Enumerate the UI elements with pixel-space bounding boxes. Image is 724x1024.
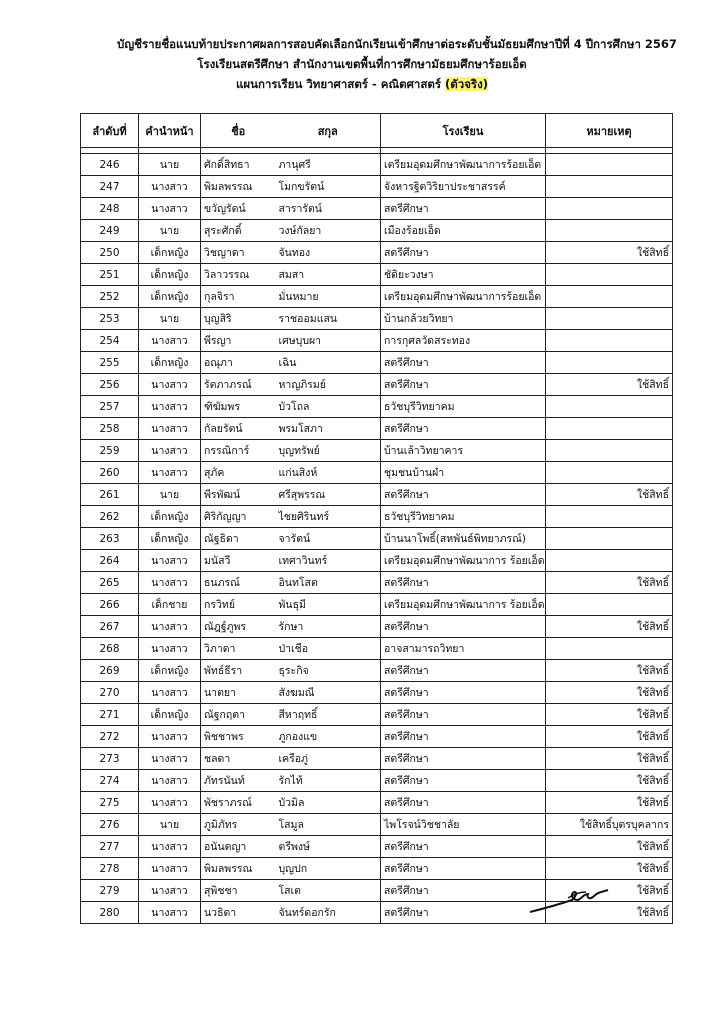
table-row <box>81 704 673 726</box>
cell-name: พีรญา <box>201 330 276 352</box>
cell-no: 257 <box>81 396 139 418</box>
cell-note: ใช้สิทธิ์ <box>546 682 673 704</box>
cell-surname: ราชออมแสน <box>276 308 381 330</box>
cell-surname: สมสา <box>276 264 381 286</box>
table-row <box>81 836 673 858</box>
cell-prefix: นางสาว <box>139 176 201 198</box>
cell-surname: บัวโถล <box>276 396 381 418</box>
table-row <box>81 550 673 572</box>
cell-name: สุภัค <box>201 462 276 484</box>
cell-note: ใช้สิทธิ์ <box>546 374 673 396</box>
cell-name: ธนภรณ์ <box>201 572 276 594</box>
cell-no: 255 <box>81 352 139 374</box>
cell-surname: เฉิน <box>276 352 381 374</box>
cell-name: วิชญาดา <box>201 242 276 264</box>
header-program-text: แผนการเรียน วิทยาศาสตร์ - คณิตศาสตร์ <box>236 77 446 91</box>
cell-note <box>546 506 673 528</box>
cell-school: ไพโรจน์วิชชาลัย <box>381 814 546 836</box>
cell-surname: ศรีสุพรรณ <box>276 484 381 506</box>
cell-no: 269 <box>81 660 139 682</box>
cell-no: 272 <box>81 726 139 748</box>
cell-school: เตรียมอุดมศึกษาพัฒนาการ ร้อยเอ็ด <box>381 550 546 572</box>
table-row <box>81 220 673 242</box>
cell-note <box>546 418 673 440</box>
cell-school: ธวัชบุรีวิทยาคม <box>381 506 546 528</box>
cell-note <box>546 638 673 660</box>
cell-no: 279 <box>81 880 139 902</box>
cell-note <box>546 176 673 198</box>
cell-school: บ้านเล้าวิทยาคาร <box>381 440 546 462</box>
cell-no: 254 <box>81 330 139 352</box>
col-header-note: หมายเหตุ <box>546 114 673 148</box>
cell-prefix: นางสาว <box>139 682 201 704</box>
table-row <box>81 264 673 286</box>
cell-no: 261 <box>81 484 139 506</box>
table-row <box>81 748 673 770</box>
cell-surname: สารารัตน์ <box>276 198 381 220</box>
table-row <box>81 396 673 418</box>
cell-name: ศิริกัญญา <box>201 506 276 528</box>
cell-prefix: นางสาว <box>139 198 201 220</box>
cell-note <box>546 308 673 330</box>
cell-no: 266 <box>81 594 139 616</box>
cell-no: 256 <box>81 374 139 396</box>
cell-school: สตรีศึกษา <box>381 726 546 748</box>
cell-prefix: นางสาว <box>139 440 201 462</box>
table-row <box>81 726 673 748</box>
cell-note: ใช้สิทธิ์ <box>546 484 673 506</box>
cell-note: ใช้สิทธิ์ <box>546 572 673 594</box>
table-row <box>81 198 673 220</box>
cell-prefix: เด็กหญิง <box>139 506 201 528</box>
cell-name: ฑิฆัมพร <box>201 396 276 418</box>
cell-name: อนันตญา <box>201 836 276 858</box>
cell-surname: โสเต <box>276 880 381 902</box>
cell-school: สตรีศึกษา <box>381 682 546 704</box>
cell-no: 263 <box>81 528 139 550</box>
cell-note: ใช้สิทธิ์ <box>546 748 673 770</box>
cell-note: ใช้สิทธิ์ <box>546 616 673 638</box>
cell-surname: มั่นหมาย <box>276 286 381 308</box>
cell-prefix: เด็กชาย <box>139 594 201 616</box>
cell-note: ใช้สิทธิ์ <box>546 836 673 858</box>
cell-school: สตรีศึกษา <box>381 198 546 220</box>
cell-school: จังหารฐิตวิริยาประชาสรรค์ <box>381 176 546 198</box>
header-highlight: (ตัวจริง) <box>445 77 488 91</box>
table-row <box>81 506 673 528</box>
cell-name: มนัสวี <box>201 550 276 572</box>
cell-no: 275 <box>81 792 139 814</box>
cell-note: ใช้สิทธิ์ <box>546 858 673 880</box>
cell-school: สตรีศึกษา <box>381 484 546 506</box>
cell-school: เมืองร้อยเอ็ด <box>381 220 546 242</box>
header-title: บัญชีรายชื่อแนบท้ายประกาศผลการสอบคัดเลือกนักเรียนเข้าศึกษาต่อระดับชั้นมัธยมศึกษาปีที่ 4 ปีการศึกษา 2567 <box>117 37 677 51</box>
cell-prefix: นางสาว <box>139 330 201 352</box>
cell-note: ใช้สิทธิ์ <box>546 242 673 264</box>
cell-name: กรรณิการ์ <box>201 440 276 462</box>
cell-name: กุลจิรา <box>201 286 276 308</box>
cell-name: พีรพัฒน์ <box>201 484 276 506</box>
cell-name: ภูมิภัทร <box>201 814 276 836</box>
cell-note: ใช้สิทธิ์ <box>546 770 673 792</box>
cell-school: บ้านกล้วยวิทยา <box>381 308 546 330</box>
table-row <box>81 770 673 792</box>
cell-name: ณัฐกฤตา <box>201 704 276 726</box>
cell-name: พิชชาพร <box>201 726 276 748</box>
col-header-name: ชื่อ <box>201 114 276 148</box>
cell-name: ณัฐธิดา <box>201 528 276 550</box>
cell-school: สตรีศึกษา <box>381 748 546 770</box>
cell-name: พัทธ์ธีรา <box>201 660 276 682</box>
cell-surname: วงษ์กัลยา <box>276 220 381 242</box>
table-row <box>81 462 673 484</box>
table-row <box>81 572 673 594</box>
cell-prefix: นางสาว <box>139 418 201 440</box>
cell-note <box>546 220 673 242</box>
cell-prefix: นางสาว <box>139 396 201 418</box>
cell-prefix: นางสาว <box>139 902 201 924</box>
cell-note: ใช้สิทธิ์ <box>546 792 673 814</box>
cell-no: 262 <box>81 506 139 528</box>
cell-no: 253 <box>81 308 139 330</box>
cell-surname: จารัตน์ <box>276 528 381 550</box>
cell-no: 276 <box>81 814 139 836</box>
table-row <box>81 352 673 374</box>
cell-note <box>546 396 673 418</box>
cell-surname: บุญทรัพย์ <box>276 440 381 462</box>
cell-no: 250 <box>81 242 139 264</box>
cell-prefix: นาย <box>139 154 201 176</box>
cell-no: 259 <box>81 440 139 462</box>
cell-prefix: เด็กหญิง <box>139 660 201 682</box>
cell-no: 271 <box>81 704 139 726</box>
cell-prefix: นางสาว <box>139 462 201 484</box>
cell-note <box>546 198 673 220</box>
cell-prefix: เด็กหญิง <box>139 528 201 550</box>
cell-no: 265 <box>81 572 139 594</box>
cell-prefix: นางสาว <box>139 770 201 792</box>
cell-no: 264 <box>81 550 139 572</box>
cell-surname: ภูกองแข <box>276 726 381 748</box>
cell-surname: ป่าเชือ <box>276 638 381 660</box>
cell-name: นาตยา <box>201 682 276 704</box>
cell-school: เตรียมอุดมศึกษาพัฒนาการร้อยเอ็ด <box>381 286 546 308</box>
cell-name: ณัฎฐ์ภูพร <box>201 616 276 638</box>
cell-note <box>546 154 673 176</box>
cell-note <box>546 528 673 550</box>
cell-surname: สังฆมณี <box>276 682 381 704</box>
cell-name: ขวัญรัตน์ <box>201 198 276 220</box>
cell-school: บ้านนาโพธิ์(สหพันธ์พิทยาภรณ์) <box>381 528 546 550</box>
cell-note <box>546 550 673 572</box>
cell-note: ใช้สิทธิ์ <box>546 902 673 924</box>
cell-surname: จันทร์ดอกรัก <box>276 902 381 924</box>
table-row <box>81 374 673 396</box>
table-body <box>81 148 673 924</box>
cell-name: ภัทรนันท์ <box>201 770 276 792</box>
cell-surname: ธุระกิจ <box>276 660 381 682</box>
cell-no: 280 <box>81 902 139 924</box>
cell-school: การกุศลวัดสระทอง <box>381 330 546 352</box>
cell-prefix: นาย <box>139 484 201 506</box>
cell-note: ใช้สิทธิ์ <box>546 880 673 902</box>
cell-surname: สีหาฤทธิ์ <box>276 704 381 726</box>
cell-prefix: นางสาว <box>139 374 201 396</box>
cell-surname: หาญภิรมย์ <box>276 374 381 396</box>
cell-name: สุระศักดิ์ <box>201 220 276 242</box>
cell-prefix: เด็กหญิง <box>139 352 201 374</box>
cell-school: สตรีศึกษา <box>381 902 546 924</box>
cell-surname: ภานุศรี <box>276 154 381 176</box>
cell-note <box>546 352 673 374</box>
cell-surname: จันทอง <box>276 242 381 264</box>
cell-prefix: นางสาว <box>139 616 201 638</box>
cell-name: วิภาดา <box>201 638 276 660</box>
cell-name: พัชราภรณ์ <box>201 792 276 814</box>
cell-note <box>546 440 673 462</box>
cell-no: 274 <box>81 770 139 792</box>
cell-name: ศักดิ์สิทธา <box>201 154 276 176</box>
cell-note: ใช้สิทธิ์ <box>546 704 673 726</box>
cell-no: 277 <box>81 836 139 858</box>
table-row <box>81 616 673 638</box>
table-row <box>81 330 673 352</box>
cell-no: 267 <box>81 616 139 638</box>
cell-surname: รักษา <box>276 616 381 638</box>
cell-school: เตรียมอุดมศึกษาพัฒนาการ ร้อยเอ็ด <box>381 594 546 616</box>
cell-surname: เศษบุบผา <box>276 330 381 352</box>
cell-school: สตรีศึกษา <box>381 616 546 638</box>
cell-note <box>546 264 673 286</box>
cell-prefix: เด็กหญิง <box>139 286 201 308</box>
table-header-row <box>81 114 673 148</box>
cell-surname: ไชยศิรินทร์ <box>276 506 381 528</box>
cell-name: กัลยรัตน์ <box>201 418 276 440</box>
cell-prefix: นางสาว <box>139 748 201 770</box>
signature-icon <box>528 878 614 918</box>
cell-surname: พันธุมี <box>276 594 381 616</box>
cell-no: 252 <box>81 286 139 308</box>
cell-school: สตรีศึกษา <box>381 704 546 726</box>
cell-school: ชัดิยะวงษา <box>381 264 546 286</box>
cell-no: 268 <box>81 638 139 660</box>
cell-note <box>546 462 673 484</box>
cell-prefix: เด็กหญิง <box>139 264 201 286</box>
cell-school: เตรียมอุดมศึกษาพัฒนาการร้อยเอ็ด <box>381 154 546 176</box>
cell-prefix: นางสาว <box>139 638 201 660</box>
col-header-prefix: คำนำหน้า <box>139 114 201 148</box>
cell-prefix: นางสาว <box>139 880 201 902</box>
header-school: โรงเรียนสตรีศึกษา สำนักงานเขตพื้นที่การศึกษามัธยมศึกษาร้อยเอ็ด <box>197 57 527 71</box>
cell-note <box>546 286 673 308</box>
cell-surname: รักไท้ <box>276 770 381 792</box>
table-row <box>81 308 673 330</box>
cell-prefix: เด็กหญิง <box>139 704 201 726</box>
cell-prefix: นางสาว <box>139 836 201 858</box>
cell-note <box>546 594 673 616</box>
cell-school: ธวัชบุรีวิทยาคม <box>381 396 546 418</box>
table-row <box>81 858 673 880</box>
cell-name: กรวิทย์ <box>201 594 276 616</box>
cell-name: อณุภา <box>201 352 276 374</box>
cell-no: 270 <box>81 682 139 704</box>
cell-prefix: นาย <box>139 814 201 836</box>
cell-school: สตรีศึกษา <box>381 660 546 682</box>
cell-surname: บุญปก <box>276 858 381 880</box>
cell-surname: บัวมิล <box>276 792 381 814</box>
cell-surname: เครือภู่ <box>276 748 381 770</box>
cell-no: 249 <box>81 220 139 242</box>
cell-school: สตรีศึกษา <box>381 792 546 814</box>
cell-note: ใช้สิทธิ์ <box>546 660 673 682</box>
cell-school: สตรีศึกษา <box>381 880 546 902</box>
header-program <box>0 74 724 94</box>
cell-name: รัตภาภรณ์ <box>201 374 276 396</box>
cell-no: 246 <box>81 154 139 176</box>
cell-prefix: เด็กหญิง <box>139 242 201 264</box>
table-row <box>81 242 673 264</box>
cell-no: 247 <box>81 176 139 198</box>
cell-school: อาจสามารถวิทยา <box>381 638 546 660</box>
cell-school: สตรีศึกษา <box>381 374 546 396</box>
cell-name: สุพิชชา <box>201 880 276 902</box>
table-row <box>81 638 673 660</box>
document-header <box>0 34 724 94</box>
cell-note <box>546 330 673 352</box>
cell-no: 278 <box>81 858 139 880</box>
cell-surname: พรมโสภา <box>276 418 381 440</box>
table-row <box>81 660 673 682</box>
table-row <box>81 286 673 308</box>
table-row <box>81 154 673 176</box>
cell-school: ชุมชนบ้านผำ <box>381 462 546 484</box>
table-row <box>81 814 673 836</box>
cell-surname: เทศาวินทร์ <box>276 550 381 572</box>
cell-surname: โมกขรัตน์ <box>276 176 381 198</box>
cell-school: สตรีศึกษา <box>381 858 546 880</box>
cell-surname: โสมูล <box>276 814 381 836</box>
cell-name: พิมลพรรณ <box>201 858 276 880</box>
table-row <box>81 682 673 704</box>
cell-prefix: นางสาว <box>139 858 201 880</box>
cell-surname: อินทโสต <box>276 572 381 594</box>
cell-surname: แก่นสิงห์ <box>276 462 381 484</box>
table-row <box>81 418 673 440</box>
cell-note: ใช้สิทธิ์บุตรบุคลากร <box>546 814 673 836</box>
student-roster-table <box>80 113 673 924</box>
cell-school: สตรีศึกษา <box>381 418 546 440</box>
cell-school: สตรีศึกษา <box>381 352 546 374</box>
cell-note: ใช้สิทธิ์ <box>546 726 673 748</box>
cell-no: 258 <box>81 418 139 440</box>
table-row <box>81 176 673 198</box>
cell-name: วิลาวรรณ <box>201 264 276 286</box>
cell-prefix: นาย <box>139 220 201 242</box>
cell-name: บุญสิริ <box>201 308 276 330</box>
table-row <box>81 484 673 506</box>
cell-name: นวธิดา <box>201 902 276 924</box>
table-row <box>81 594 673 616</box>
col-header-surname: สกุล <box>276 114 381 148</box>
cell-school: สตรีศึกษา <box>381 572 546 594</box>
cell-school: สตรีศึกษา <box>381 242 546 264</box>
cell-no: 260 <box>81 462 139 484</box>
cell-prefix: นาย <box>139 308 201 330</box>
cell-prefix: นางสาว <box>139 550 201 572</box>
table-row <box>81 792 673 814</box>
cell-prefix: นางสาว <box>139 726 201 748</box>
cell-prefix: นางสาว <box>139 572 201 594</box>
cell-surname: ตรีพงษ์ <box>276 836 381 858</box>
cell-no: 251 <box>81 264 139 286</box>
cell-name: พิมลพรรณ <box>201 176 276 198</box>
cell-prefix: นางสาว <box>139 792 201 814</box>
cell-school: สตรีศึกษา <box>381 836 546 858</box>
table-row <box>81 440 673 462</box>
cell-no: 273 <box>81 748 139 770</box>
cell-name: ชลดา <box>201 748 276 770</box>
col-header-no: ลำดับที่ <box>81 114 139 148</box>
cell-no: 248 <box>81 198 139 220</box>
cell-school: สตรีศึกษา <box>381 770 546 792</box>
col-header-school: โรงเรียน <box>381 114 546 148</box>
table-row <box>81 528 673 550</box>
